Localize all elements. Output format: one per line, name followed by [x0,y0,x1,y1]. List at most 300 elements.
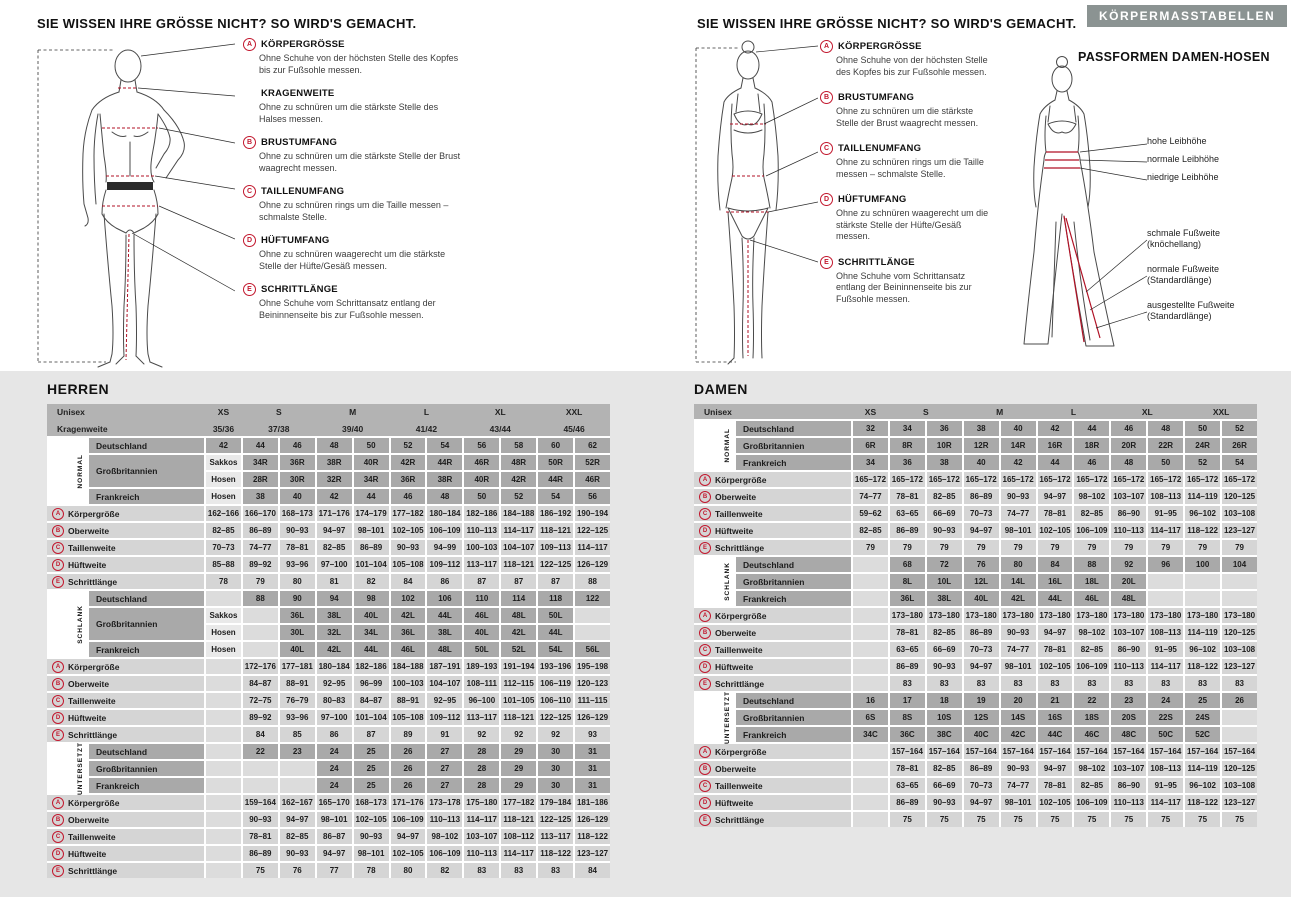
header-collar-size: 45/46 [538,421,610,436]
measure-value-cell: 173–180 [1222,608,1257,623]
measure-value-cell: 98–101 [354,523,389,538]
size-value-cell [1148,574,1183,589]
country-label: Frankreich [89,778,204,793]
header-collar-size: 37/38 [243,421,315,436]
measure-value-cell: 157–164 [1038,744,1073,759]
measure-row-label [694,540,851,555]
measure-value-cell: 189–193 [464,659,499,674]
size-value-cell: 48R [501,455,536,470]
measure-row-name: Körpergröße [715,746,767,757]
size-value-cell: 42L [501,625,536,640]
measure-value-cell: 103–107 [1111,625,1146,640]
measure-value-cell: 157–164 [927,744,962,759]
measure-definition-head [820,40,995,53]
size-value-cell: 16S [1038,710,1073,725]
letter-badge-icon: E [699,814,711,826]
leg-label-slim-sub: (knöchellang) [1147,239,1202,249]
size-value-cell: 102 [391,591,426,606]
measure-value-cell: 172–176 [243,659,278,674]
measure-definition [243,136,468,174]
measure-value-cell: 82–85 [317,540,352,555]
table-header [47,404,610,436]
measure-definition [820,142,995,180]
measure-definition [243,234,468,272]
size-value-cell: 48 [427,489,462,504]
measure-row-name: Schrittlänge [715,542,765,553]
size-value-cell: 50 [354,438,389,453]
measure-value-cell: 165–172 [1074,472,1109,487]
measure-value-cell: 165–172 [1038,472,1073,487]
measure-row-name: Oberweite [68,678,110,689]
measure-definition [243,38,468,76]
measure-value-cell: 88 [575,574,610,589]
measure-row-name: Hüftweite [68,559,107,570]
size-value-cell: 8L [890,574,925,589]
measure-value-cell: 91–95 [1148,506,1183,521]
size-value-cell [243,608,278,623]
measure-row-name: Körpergröße [68,797,120,808]
country-label: Deutschland [736,421,851,436]
measure-value-cell: 96–102 [1185,506,1220,521]
measure-value-cell: 106–110 [538,693,573,708]
measure-value-cell: 106–109 [427,846,462,861]
size-value-cell: 44L [354,642,389,657]
measure-value-cell: 187–191 [427,659,462,674]
measure-definition-head [243,136,468,149]
header-size-xs: XS [206,404,241,419]
pants-fit-illustration [1000,52,1289,374]
letter-badge-icon: D [699,525,711,537]
measure-value-cell: 78–81 [1038,506,1073,521]
measure-row-label [47,795,204,810]
measure-value-cell: 80 [280,574,315,589]
measure-value-cell: 78–81 [890,489,925,504]
measure-value-cell [853,812,888,827]
leg-label-flared-sub: (Standardlänge) [1147,311,1212,321]
size-value-cell [243,642,278,657]
size-value-cell: 38L [427,625,462,640]
measure-value-cell [853,778,888,793]
measure-description: Ohne zu schnüren waagerecht um die stärkste Stelle der Hüfte/Gesäß messen. [836,208,989,241]
size-value-cell: 60 [538,438,573,453]
measure-value-cell: 86 [317,727,352,742]
table-header [694,404,1257,419]
women-size-table [694,404,1257,827]
measure-row-label [47,846,204,861]
size-value-cell: 26R [1222,438,1257,453]
measure-value-cell: 66–69 [927,778,962,793]
measure-value-cell: 82–85 [853,523,888,538]
header-collar-label: Kragenweite [47,421,204,436]
country-label: Deutschland [736,693,851,708]
size-value-cell: 36L [890,591,925,606]
size-value-cell: 54 [1222,455,1257,470]
measure-value-cell: 106–109 [1074,659,1109,674]
measure-term: SCHRITTLÄNGE [838,256,915,268]
size-section-untersetzt [694,693,1257,827]
measure-value-cell: 190–194 [575,506,610,521]
measure-value-cell: 108–113 [1148,625,1183,640]
measure-value-cell: 157–164 [890,744,925,759]
measure-value-cell: 83 [1185,676,1220,691]
measure-value-cell: 75 [1185,812,1220,827]
measure-value-cell: 79 [964,540,999,555]
measure-definition-head [820,142,995,155]
measure-value-cell: 108–113 [1148,489,1183,504]
size-value-cell: 38R [427,472,462,487]
leg-label-flared [1147,300,1235,322]
fit-group-cell [694,693,734,742]
measure-value-cell: 171–176 [317,506,352,521]
size-value-cell: 52 [501,489,536,504]
measure-row-label [694,761,851,776]
size-section-untersetzt [47,744,610,878]
measure-row-label [694,608,851,623]
measure-definition [820,91,995,129]
measure-value-cell: 103–107 [1111,761,1146,776]
measure-term: HÜFTUMFANG [261,235,330,246]
measure-value-cell: 86–89 [354,540,389,555]
measure-value-cell: 126–129 [575,557,610,572]
size-value-cell: 48L [1111,591,1146,606]
measure-value-cell: 92 [464,727,499,742]
letter-badge-icon: D [699,661,711,673]
measure-value-cell: 86–89 [243,523,278,538]
size-value-cell [1185,574,1220,589]
measure-row-name: Oberweite [68,814,110,825]
size-value-cell [575,608,610,623]
measure-value-cell: 63–65 [890,506,925,521]
size-value-cell: 106 [427,591,462,606]
size-value-cell: 27 [427,761,462,776]
measure-row-label [694,778,851,793]
measure-value-cell: 82 [427,863,462,878]
measure-value-cell: 94–97 [391,829,426,844]
measure-term: KRAGENWEITE [261,88,335,99]
measure-value-cell [206,676,241,691]
measure-value-cell: 79 [927,540,962,555]
measure-value-cell: 123–127 [1222,659,1257,674]
size-value-cell: 56L [575,642,610,657]
size-value-cell: 10R [927,438,962,453]
measure-value-cell: 165–172 [964,472,999,487]
fit-group-label: NORMAL [77,453,84,489]
fit-group-cell [47,744,87,793]
country-label: Deutschland [89,438,204,453]
measure-definition-head [243,234,468,247]
country-label: Großbritannien [89,608,204,640]
measure-row-label [694,489,851,504]
size-value-cell: 26 [1222,693,1257,708]
letter-badge-icon: C [820,142,833,155]
letter-badge-icon: D [52,559,64,571]
measure-value-cell: 79 [1222,540,1257,555]
measure-term: KÖRPERGRÖSSE [261,39,345,50]
size-value-cell: 52R [575,455,610,470]
letter-badge-icon: A [243,38,256,51]
size-value-cell: 6R [853,438,888,453]
measure-value-cell [853,795,888,810]
size-value-cell [280,778,315,793]
measure-row-label [694,523,851,538]
measure-value-cell [206,812,241,827]
letter-badge-icon: D [52,848,64,860]
measure-value-cell: 103–107 [464,829,499,844]
measure-definition-head [820,91,995,104]
measure-value-cell: 83 [538,863,573,878]
size-value-cell: 84 [1038,557,1073,572]
size-value-cell: 18S [1074,710,1109,725]
measure-value-cell: 157–164 [964,744,999,759]
measure-row-name: Taillenweite [715,644,763,655]
measure-value-cell: 85 [280,727,315,742]
size-value-cell: 30 [538,778,573,793]
garment-type-cell: Hosen [206,625,241,640]
measure-value-cell: 83 [1001,676,1036,691]
size-value-cell: 30R [280,472,315,487]
measure-value-cell: 83 [927,676,962,691]
measure-row-name: Hüftweite [715,661,754,672]
measure-value-cell: 66–69 [927,506,962,521]
size-value-cell: 56 [575,489,610,504]
measure-definition-head [243,87,468,100]
size-value-cell: 50R [538,455,573,470]
size-value-cell: 40L [464,625,499,640]
measure-value-cell: 101–104 [354,557,389,572]
measure-value-cell: 165–170 [317,795,352,810]
size-value-cell: 19 [964,693,999,708]
fit-group-label: SCHLANK [77,604,84,644]
size-value-cell: 42 [317,489,352,504]
measure-value-cell: 98–101 [1001,659,1036,674]
size-value-cell: 104 [1222,557,1257,572]
size-value-cell: 42R [501,472,536,487]
measure-value-cell: 97–100 [317,710,352,725]
measure-value-cell: 113–117 [464,557,499,572]
measure-value-cell: 78 [206,574,241,589]
measure-row-name: Hüftweite [68,712,107,723]
measure-value-cell: 88–91 [391,693,426,708]
measure-value-cell: 93 [575,727,610,742]
measure-value-cell: 74–77 [853,489,888,504]
measure-row-label [694,659,851,674]
rise-label-low: niedrige Leibhöhe [1147,172,1219,182]
letter-badge-icon: B [52,814,64,826]
measure-value-cell: 76–79 [280,693,315,708]
measure-value-cell: 79 [1074,540,1109,555]
measure-value-cell: 110–113 [464,846,499,861]
size-value-cell: 24 [317,744,352,759]
country-label: Frankreich [89,489,204,504]
measure-value-cell: 100–103 [391,676,426,691]
size-value-cell: 46C [1074,727,1109,742]
measure-value-cell: 193–196 [538,659,573,674]
measure-value-cell: 118–122 [575,829,610,844]
measure-value-cell: 106–119 [538,676,573,691]
size-value-cell: 24 [317,761,352,776]
size-value-cell: 50L [464,642,499,657]
size-value-cell: 28 [464,744,499,759]
measure-row-name: Hüftweite [68,848,107,859]
measure-row-label [47,506,204,521]
letter-badge-icon: D [243,234,256,247]
measure-value-cell: 118–121 [501,812,536,827]
size-value-cell: 46L [391,642,426,657]
size-value-cell: 12R [964,438,999,453]
measure-value-cell: 180–184 [317,659,352,674]
measure-value-cell: 80 [391,863,426,878]
measure-value-cell: 93–96 [280,557,315,572]
measure-value-cell: 118–122 [1185,523,1220,538]
measure-value-cell: 104–107 [427,676,462,691]
measure-row-label [47,523,204,538]
header-collar-size: 41/42 [391,421,463,436]
measure-value-cell: 118–122 [538,846,573,861]
measure-value-cell: 173–180 [1148,608,1183,623]
measure-value-cell: 103–107 [1111,489,1146,504]
size-value-cell: 34 [890,421,925,436]
measure-row-label [47,727,204,742]
fit-group-cell [694,421,734,470]
measure-value-cell: 110–113 [1111,659,1146,674]
letter-badge-icon: B [820,91,833,104]
measure-definition [820,40,995,78]
measure-value-cell [206,659,241,674]
measure-description: Ohne zu schnüren rings um die Taille messen – schmalste Stelle. [836,157,984,179]
measure-value-cell: 179–184 [538,795,573,810]
measure-value-cell: 102–105 [391,523,426,538]
measure-value-cell: 157–164 [1148,744,1183,759]
leg-label-normal [1147,264,1219,286]
measure-value-cell: 59–62 [853,506,888,521]
size-value-cell: 52 [391,438,426,453]
size-value-cell [1222,591,1257,606]
measure-value-cell: 182–186 [464,506,499,521]
measure-row-label [47,659,204,674]
measure-row-name: Hüftweite [715,797,754,808]
size-value-cell: 44L [538,625,573,640]
measure-value-cell: 120–123 [575,676,610,691]
size-value-cell: 14L [1001,574,1036,589]
size-value-cell: 48 [1111,455,1146,470]
measure-value-cell [853,744,888,759]
size-value-cell: 42 [206,438,241,453]
measure-value-cell: 90–93 [280,846,315,861]
measure-value-cell: 102–105 [1038,523,1073,538]
header-size-xxl: XXL [1185,404,1257,419]
size-value-cell: 20S [1111,710,1146,725]
measure-value-cell: 123–127 [1222,523,1257,538]
measure-value-cell: 98–102 [427,829,462,844]
measure-value-cell: 120–125 [1222,625,1257,640]
measure-value-cell: 91–95 [1148,778,1183,793]
measure-value-cell: 75 [927,812,962,827]
measure-value-cell: 106–109 [1074,795,1109,810]
measure-value-cell: 94–97 [1038,761,1073,776]
measure-row-label [47,557,204,572]
measure-value-cell: 74–77 [1001,778,1036,793]
measure-value-cell: 177–182 [391,506,426,521]
leg-label-slim-main: schmale Fußweite [1147,228,1221,238]
measure-value-cell: 78–81 [280,540,315,555]
letter-badge-icon: E [52,576,64,588]
measure-value-cell: 82–85 [206,523,241,538]
measure-value-cell: 106–109 [427,523,462,538]
measure-value-cell: 79 [890,540,925,555]
country-label: Deutschland [89,744,204,759]
size-value-cell: 6S [853,710,888,725]
measure-value-cell: 86–90 [1111,642,1146,657]
measure-value-cell [206,727,241,742]
measure-value-cell: 75 [1111,812,1146,827]
measure-value-cell [206,710,241,725]
measure-value-cell: 82–85 [1074,778,1109,793]
measure-definition-head [820,256,995,269]
measure-value-cell: 90–93 [243,812,278,827]
size-value-cell: 31 [575,744,610,759]
measure-value-cell: 118–122 [1185,659,1220,674]
size-value-cell: 40L [280,642,315,657]
measure-row-name: Oberweite [715,627,757,638]
measure-term: HÜFTUMFANG [838,194,907,205]
measure-value-cell: 165–172 [1111,472,1146,487]
letter-badge-icon: C [699,644,711,656]
letter-badge-icon: C [52,695,64,707]
measure-value-cell: 114–119 [1185,761,1220,776]
measure-value-cell: 177–181 [280,659,315,674]
measure-value-cell: 195–198 [575,659,610,674]
size-value-cell: 42 [1038,421,1073,436]
size-value-cell: 40 [964,455,999,470]
size-value-cell: 36L [391,625,426,640]
measure-value-cell: 98–102 [1074,489,1109,504]
size-value-cell: 36R [391,472,426,487]
measure-value-cell: 75 [1074,812,1109,827]
size-value-cell: 94 [317,591,352,606]
measure-value-cell: 173–180 [1111,608,1146,623]
size-value-cell: 14S [1001,710,1036,725]
letter-badge-icon: B [699,627,711,639]
size-value-cell: 24 [1148,693,1183,708]
measure-value-cell [206,829,241,844]
letter-badge-icon: D [699,797,711,809]
size-value-cell: 40R [354,455,389,470]
size-value-cell: 24S [1185,710,1220,725]
fit-group-cell [47,591,87,657]
country-label: Großbritannien [89,761,204,776]
measure-value-cell [206,846,241,861]
measure-value-cell: 90–93 [927,659,962,674]
size-value-cell: 14R [1001,438,1036,453]
women-guide-title: SIE WISSEN IHRE GRÖSSE NICHT? SO WIRD'S GEMACHT. [697,16,1077,31]
header-collar-size: 39/40 [317,421,389,436]
size-value-cell: 42L [391,608,426,623]
size-value-cell: 8S [890,710,925,725]
measure-value-cell: 173–180 [1074,608,1109,623]
leg-label-flared-main: ausgestellte Fußweite [1147,300,1235,310]
measure-row-label [47,829,204,844]
measure-row-name: Oberweite [715,491,757,502]
size-value-cell: 8R [890,438,925,453]
measure-value-cell: 101–105 [501,693,536,708]
measure-value-cell: 75 [1148,812,1183,827]
measure-value-cell: 112–115 [501,676,536,691]
size-value-cell: 44C [1038,727,1073,742]
fit-guide-title: PASSFORMEN DAMEN-HOSEN [1078,50,1270,64]
size-value-cell: 21 [1038,693,1073,708]
size-value-cell: 36 [890,455,925,470]
country-label: Frankreich [89,642,204,657]
